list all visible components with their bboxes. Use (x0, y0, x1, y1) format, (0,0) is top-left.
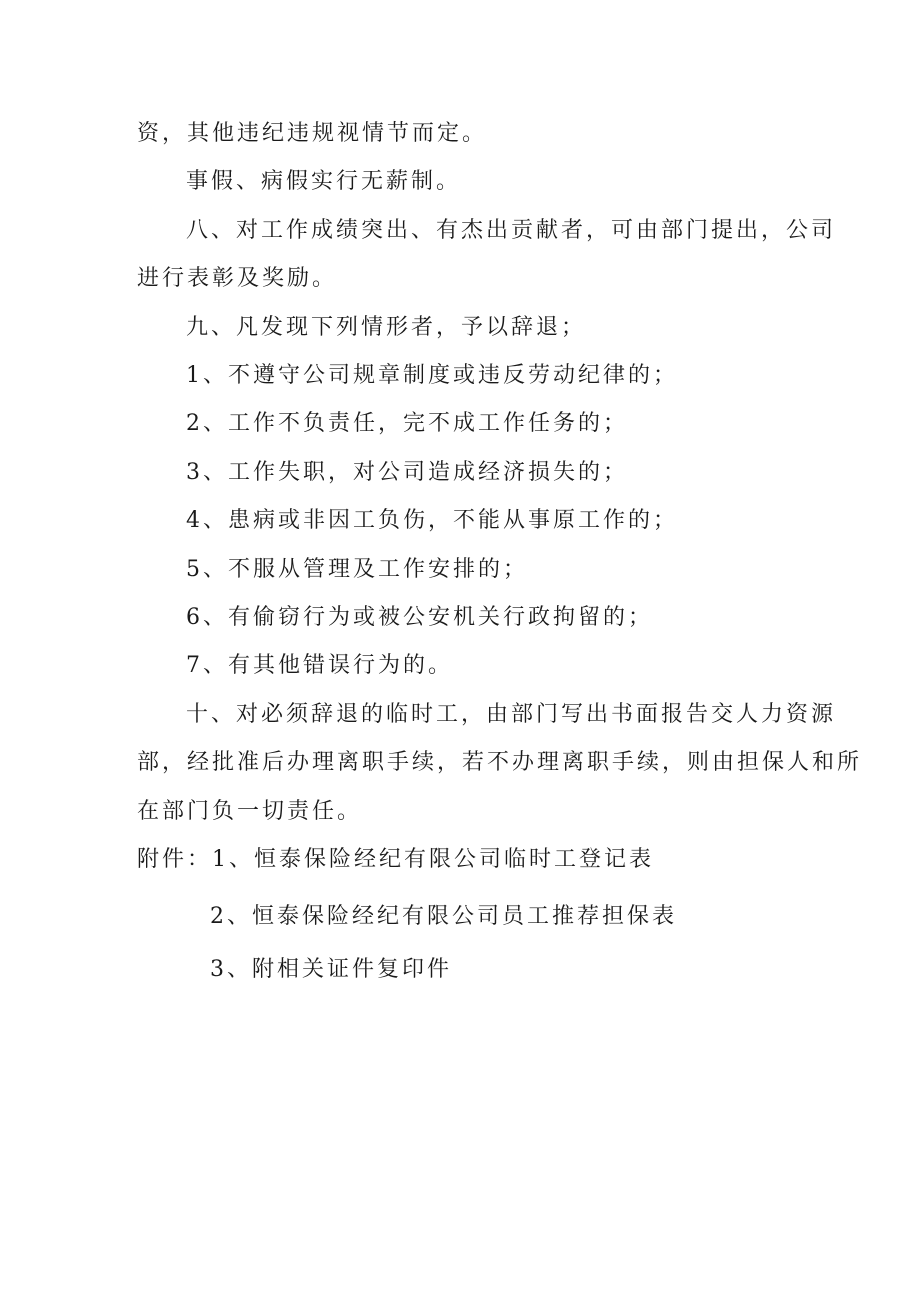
text-line-7: 2、工作不负责任，完不成工作任务的； (186, 411, 628, 436)
text-line-13: 十、对必须辞退的临时工，由部门写出书面报告交人力资源 (186, 702, 837, 727)
text-line-5: 九、凡发现下列情形者，予以辞退； (186, 315, 587, 340)
text-line-8: 3、工作失职，对公司造成经济损失的； (186, 460, 628, 485)
text-line-6: 1、不遵守公司规章制度或违反劳动纪律的； (186, 363, 678, 388)
attachment-line-3: 3、附相关证件复印件 (210, 957, 452, 982)
attachment-line-2: 2、恒泰保险经纪有限公司员工推荐担保表 (210, 904, 677, 929)
text-line-1: 资，其他违纪违规视情节而定。 (137, 121, 488, 146)
text-line-10: 5、不服从管理及工作安排的； (186, 557, 528, 582)
text-line-4: 进行表彰及奖励。 (137, 266, 338, 291)
text-line-11: 6、有偷窃行为或被公安机关行政拘留的； (186, 605, 653, 630)
text-line-14: 部，经批准后办理离职手续，若不办理离职手续，则由担保人和所 (137, 750, 863, 775)
text-line-15: 在部门负一切责任。 (137, 799, 363, 824)
text-line-9: 4、患病或非因工负伤，不能从事原工作的； (186, 508, 678, 533)
text-line-3: 八、对工作成绩突出、有杰出贡献者，可由部门提出，公司 (186, 218, 837, 243)
attachment-line-1: 附件：1、恒泰保险经纪有限公司临时工登记表 (137, 847, 654, 872)
text-line-2: 事假、病假实行无薪制。 (186, 169, 462, 194)
text-line-12: 7、有其他错误行为的。 (186, 653, 453, 678)
